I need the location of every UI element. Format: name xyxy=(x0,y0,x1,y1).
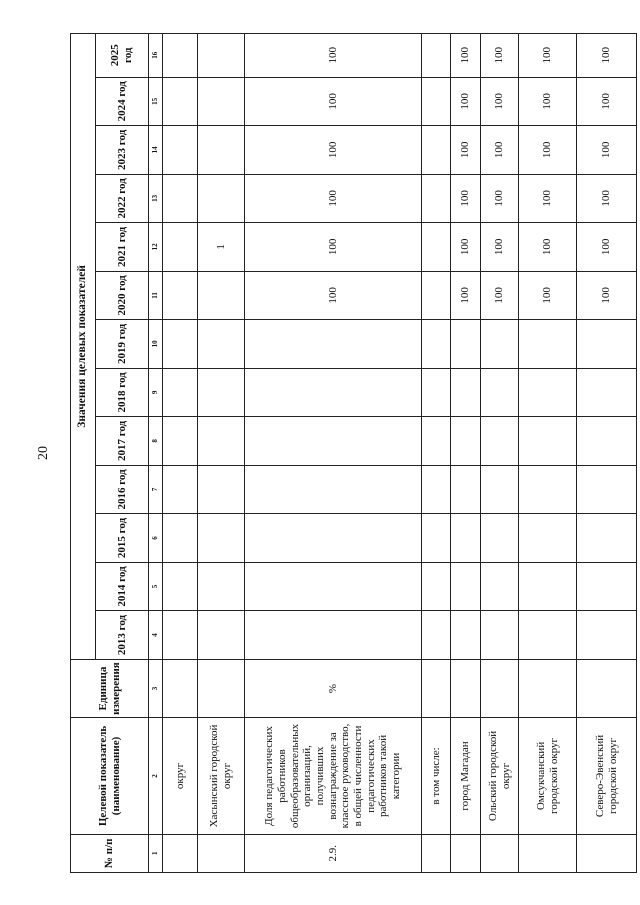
value-cell: 100 xyxy=(519,174,577,223)
value-cell xyxy=(245,465,422,514)
value-cell xyxy=(163,611,198,660)
value-cell xyxy=(577,368,637,417)
value-cell: 100 xyxy=(481,223,519,272)
value-cell xyxy=(451,562,481,611)
value-cell xyxy=(198,562,245,611)
value-cell xyxy=(422,271,451,320)
table-body xyxy=(163,34,637,873)
table-row xyxy=(481,34,519,873)
value-cell xyxy=(451,320,481,369)
value-cell xyxy=(245,417,422,466)
value-cell xyxy=(451,514,481,563)
value-cell: 100 xyxy=(245,223,422,272)
value-cell: 100 xyxy=(451,271,481,320)
column-number: 4 xyxy=(149,611,163,660)
value-cell xyxy=(451,611,481,660)
row-number xyxy=(198,834,245,872)
indicator-name: город Магадан xyxy=(451,718,481,834)
value-cell: 100 xyxy=(577,223,637,272)
row-number xyxy=(577,834,637,872)
value-cell xyxy=(245,514,422,563)
header-year: 2016 год xyxy=(96,465,149,514)
column-number: 6 xyxy=(149,514,163,563)
row-number xyxy=(163,834,198,872)
value-cell xyxy=(198,34,245,78)
value-cell xyxy=(481,611,519,660)
value-cell xyxy=(577,611,637,660)
header-year: 2022 год xyxy=(96,174,149,223)
column-number: 14 xyxy=(149,126,163,175)
value-cell: 100 xyxy=(519,271,577,320)
column-number: 9 xyxy=(149,368,163,417)
unit-cell xyxy=(451,659,481,718)
table-rotated-container xyxy=(70,33,619,873)
unit-cell xyxy=(519,659,577,718)
value-cell: 100 xyxy=(451,126,481,175)
value-cell xyxy=(163,465,198,514)
row-number xyxy=(451,834,481,872)
value-cell: 100 xyxy=(577,126,637,175)
table-row xyxy=(422,34,451,873)
value-cell xyxy=(163,514,198,563)
value-cell xyxy=(422,368,451,417)
value-cell xyxy=(422,562,451,611)
header-year: 2024 год xyxy=(96,77,149,126)
table-row xyxy=(451,34,481,873)
value-cell xyxy=(577,320,637,369)
value-cell xyxy=(481,514,519,563)
value-cell xyxy=(422,611,451,660)
value-cell xyxy=(163,271,198,320)
value-cell xyxy=(422,126,451,175)
header-year: 2017 год xyxy=(96,417,149,466)
column-number: 11 xyxy=(149,271,163,320)
value-cell: 100 xyxy=(519,34,577,78)
value-cell xyxy=(481,320,519,369)
row-number xyxy=(481,834,519,872)
value-cell xyxy=(198,514,245,563)
value-cell xyxy=(163,562,198,611)
value-cell: 100 xyxy=(245,77,422,126)
column-number: 15 xyxy=(149,77,163,126)
column-number: 8 xyxy=(149,417,163,466)
value-cell: 100 xyxy=(245,34,422,78)
value-cell xyxy=(198,271,245,320)
value-cell xyxy=(163,174,198,223)
value-cell: 100 xyxy=(519,223,577,272)
value-cell xyxy=(245,320,422,369)
value-cell xyxy=(163,223,198,272)
table-row xyxy=(519,34,577,873)
indicator-name: в том числе: xyxy=(422,718,451,834)
value-cell: 100 xyxy=(577,77,637,126)
value-cell xyxy=(198,174,245,223)
value-cell xyxy=(519,611,577,660)
target-indicators-table xyxy=(70,33,637,873)
unit-cell xyxy=(198,659,245,718)
value-cell xyxy=(451,465,481,514)
value-cell xyxy=(245,368,422,417)
table-row xyxy=(163,34,198,873)
value-cell xyxy=(198,126,245,175)
value-cell xyxy=(519,320,577,369)
indicator-name: Хасынский городской округ xyxy=(198,718,245,834)
header-year: 2020 год xyxy=(96,271,149,320)
value-cell: 1 xyxy=(198,223,245,272)
indicator-name: Северо-Эвенский городской округ xyxy=(577,718,637,834)
value-cell xyxy=(163,34,198,78)
column-number: 1 xyxy=(149,834,163,872)
value-cell xyxy=(481,368,519,417)
header-indicator: Целевой показатель (наименование) xyxy=(71,718,149,834)
value-cell: 100 xyxy=(577,271,637,320)
value-cell xyxy=(422,77,451,126)
unit-cell xyxy=(163,659,198,718)
header-year: 2023 год xyxy=(96,126,149,175)
value-cell: 100 xyxy=(481,34,519,78)
unit-cell xyxy=(577,659,637,718)
value-cell xyxy=(198,320,245,369)
value-cell xyxy=(451,417,481,466)
value-cell: 100 xyxy=(451,34,481,78)
value-cell xyxy=(577,514,637,563)
column-number: 3 xyxy=(149,659,163,718)
value-cell xyxy=(422,34,451,78)
value-cell xyxy=(422,417,451,466)
value-cell xyxy=(163,77,198,126)
value-cell: 100 xyxy=(519,77,577,126)
value-cell: 100 xyxy=(245,174,422,223)
value-cell xyxy=(198,368,245,417)
table-row xyxy=(577,34,637,873)
value-cell xyxy=(163,126,198,175)
header-year: 2021 год xyxy=(96,223,149,272)
value-cell xyxy=(577,465,637,514)
value-cell: 100 xyxy=(481,77,519,126)
header-num: № п/п xyxy=(71,834,149,872)
value-cell xyxy=(245,562,422,611)
header-year: 2014 год xyxy=(96,562,149,611)
value-cell xyxy=(577,417,637,466)
value-cell xyxy=(519,368,577,417)
value-cell xyxy=(481,417,519,466)
column-number: 12 xyxy=(149,223,163,272)
value-cell: 100 xyxy=(481,174,519,223)
column-number: 2 xyxy=(149,718,163,834)
value-cell xyxy=(422,465,451,514)
value-cell xyxy=(163,417,198,466)
page-number: 20 xyxy=(36,446,51,460)
value-cell xyxy=(519,417,577,466)
value-cell: 100 xyxy=(577,174,637,223)
value-cell: 100 xyxy=(451,174,481,223)
value-cell xyxy=(577,562,637,611)
value-cell: 100 xyxy=(245,126,422,175)
value-cell: 100 xyxy=(519,126,577,175)
row-number xyxy=(422,834,451,872)
table-row xyxy=(198,34,245,873)
value-cell: 100 xyxy=(245,271,422,320)
value-cell xyxy=(519,514,577,563)
value-cell xyxy=(198,465,245,514)
column-number: 16 xyxy=(149,34,163,78)
value-cell xyxy=(422,514,451,563)
header-year: 2013 год xyxy=(96,611,149,660)
value-cell xyxy=(481,562,519,611)
indicator-name: округ xyxy=(163,718,198,834)
indicator-name: Омсукчанский городской округ xyxy=(519,718,577,834)
value-cell xyxy=(481,465,519,514)
header-values-group: Значения целевых показателей xyxy=(71,34,96,660)
unit-cell xyxy=(481,659,519,718)
column-number: 13 xyxy=(149,174,163,223)
indicator-name: Доля педагогических работников общеобразовательных организаций, получивших вознаграждение за классное руководство, в общей численности педагогических работников такой категории xyxy=(245,718,422,834)
row-number: 2.9. xyxy=(245,834,422,872)
indicator-name: Ольский городской округ xyxy=(481,718,519,834)
unit-cell: % xyxy=(245,659,422,718)
value-cell xyxy=(198,417,245,466)
row-number xyxy=(519,834,577,872)
column-number: 7 xyxy=(149,465,163,514)
column-number: 10 xyxy=(149,320,163,369)
unit-cell xyxy=(422,659,451,718)
header-year: 2018 год xyxy=(96,368,149,417)
value-cell: 100 xyxy=(481,126,519,175)
header-unit: Единица измерения xyxy=(71,659,149,718)
value-cell xyxy=(422,174,451,223)
value-cell xyxy=(198,611,245,660)
value-cell xyxy=(422,223,451,272)
header-year: 2019 год xyxy=(96,320,149,369)
value-cell xyxy=(163,368,198,417)
value-cell xyxy=(451,368,481,417)
header-year: 2015 год xyxy=(96,514,149,563)
value-cell: 100 xyxy=(577,34,637,78)
column-number: 5 xyxy=(149,562,163,611)
value-cell xyxy=(163,320,198,369)
value-cell: 100 xyxy=(451,223,481,272)
table-row xyxy=(245,34,422,873)
value-cell xyxy=(198,77,245,126)
value-cell xyxy=(245,611,422,660)
header-year: 2025 год xyxy=(96,34,149,78)
value-cell xyxy=(519,562,577,611)
value-cell xyxy=(422,320,451,369)
value-cell: 100 xyxy=(481,271,519,320)
value-cell xyxy=(519,465,577,514)
value-cell: 100 xyxy=(451,77,481,126)
